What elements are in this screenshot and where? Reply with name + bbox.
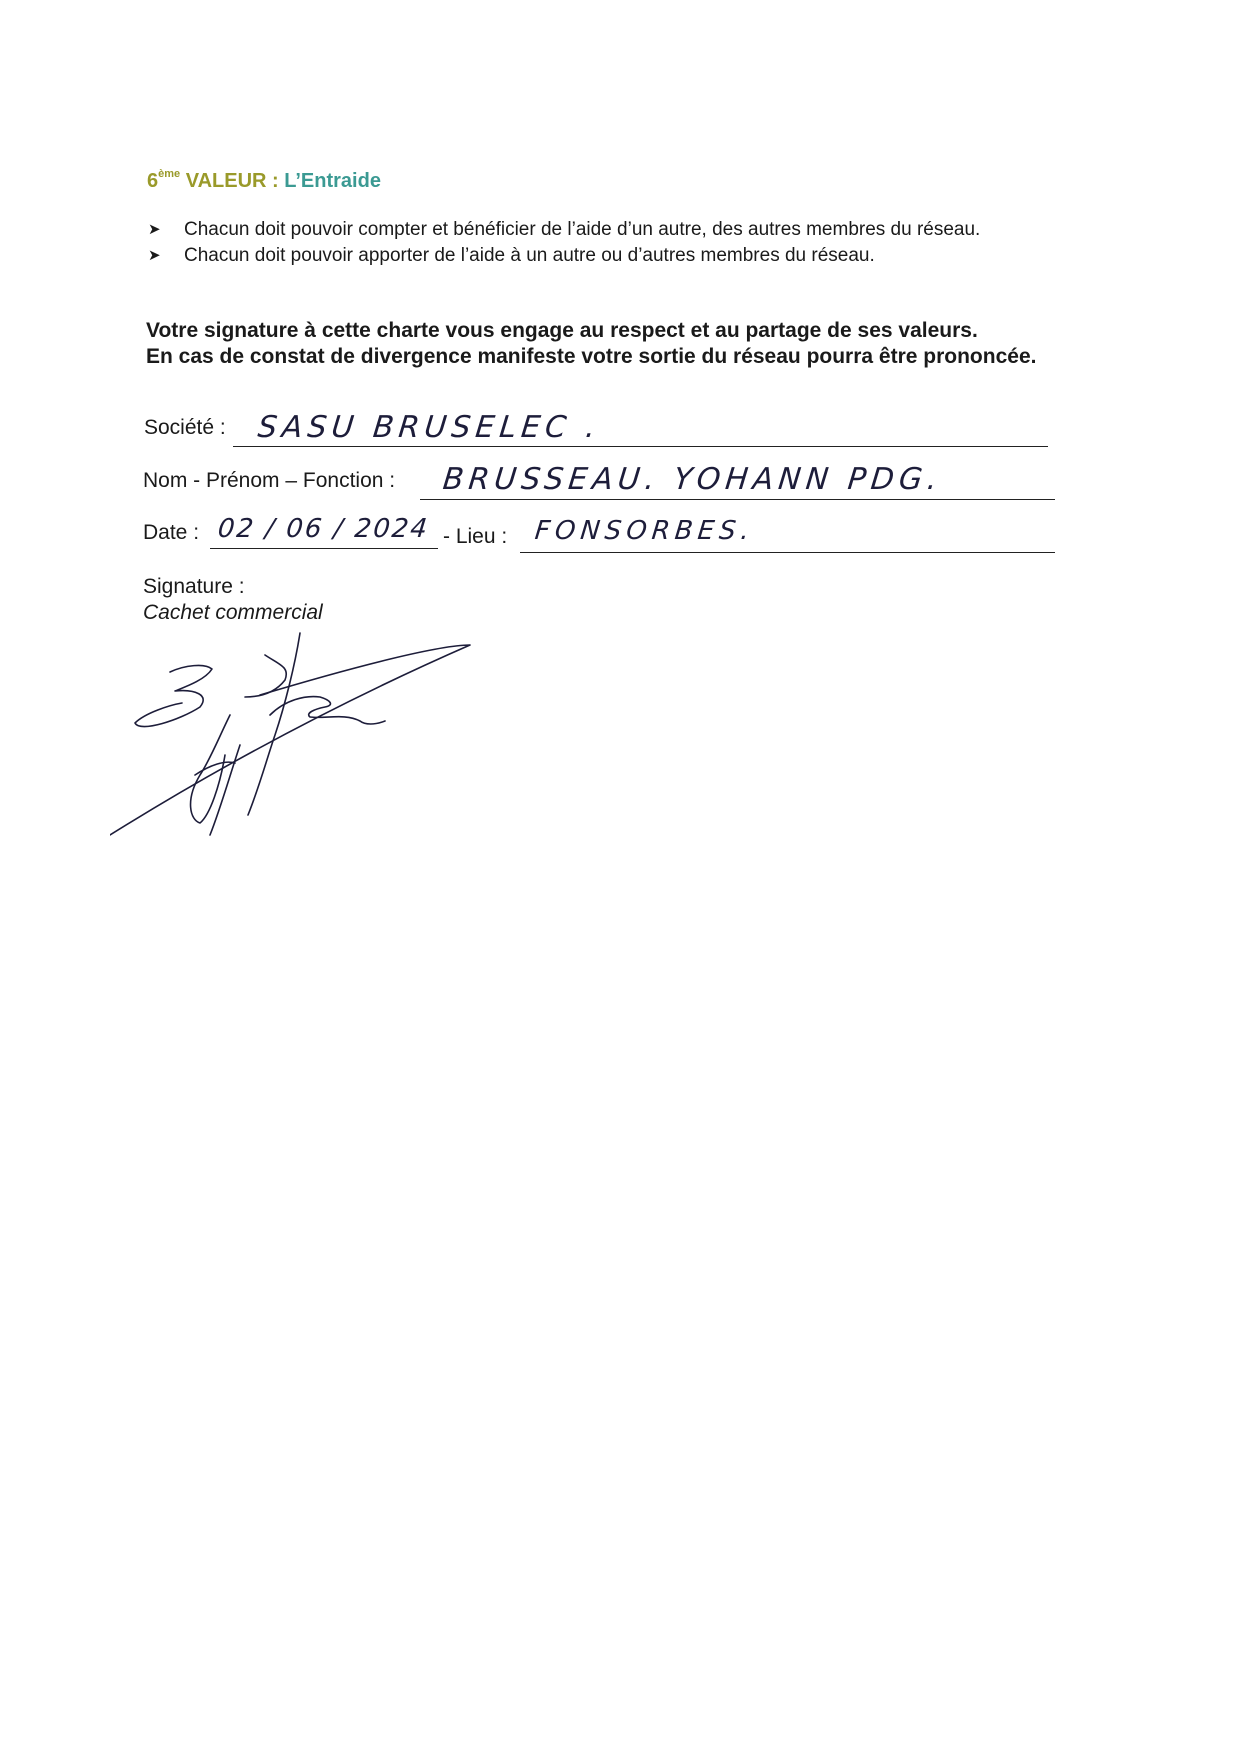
date-handwritten-value: 02 / 06 / 2024: [216, 514, 431, 544]
commitment-line-2: En cas de constat de divergence manifeste votre sortie du réseau pourra être prononcée.: [146, 345, 1037, 368]
nom-underline: [420, 499, 1055, 500]
nom-label: Nom - Prénom – Fonction :: [143, 469, 396, 492]
arrow-bullet-icon: ➤: [148, 221, 161, 238]
signature-label: Signature :: [143, 575, 245, 598]
nom-handwritten-value: BRUSSEAU. YOHANN PDG.: [441, 462, 944, 497]
heading-number: 6ème: [147, 168, 181, 192]
section-heading: [147, 170, 381, 193]
list-item-text: Chacun doit pouvoir compter et bénéficier de l’aide d’un autre, des autres membres du réseau.: [184, 219, 981, 240]
heading-valeur: VALEUR: [185, 170, 267, 192]
handwritten-signature: [110, 625, 480, 845]
societe-handwritten-value: SASU BRUSELEC .: [256, 410, 603, 445]
values-list: [148, 218, 980, 267]
lieu-label: - Lieu :: [443, 525, 508, 548]
lieu-handwritten-value: FONSORBES.: [533, 516, 756, 546]
heading-title: L’Entraide: [284, 170, 381, 192]
commitment-line-1: Votre signature à cette charte vous engage au respect et au partage de ses valeurs.: [146, 319, 978, 342]
lieu-underline: [520, 552, 1055, 553]
date-underline: [210, 548, 438, 549]
heading-colon: :: [272, 170, 279, 192]
societe-label: Société :: [144, 416, 226, 439]
commitment-paragraph: [146, 318, 1066, 370]
date-label: Date :: [143, 521, 200, 544]
list-item: [148, 244, 980, 267]
list-item-text: Chacun doit pouvoir apporter de l’aide à un autre ou d’autres membres du réseau.: [184, 245, 875, 266]
societe-underline: [233, 446, 1048, 447]
arrow-bullet-icon: ➤: [148, 247, 161, 264]
list-item: [148, 218, 980, 241]
cachet-commercial-label: Cachet commercial: [143, 601, 323, 624]
